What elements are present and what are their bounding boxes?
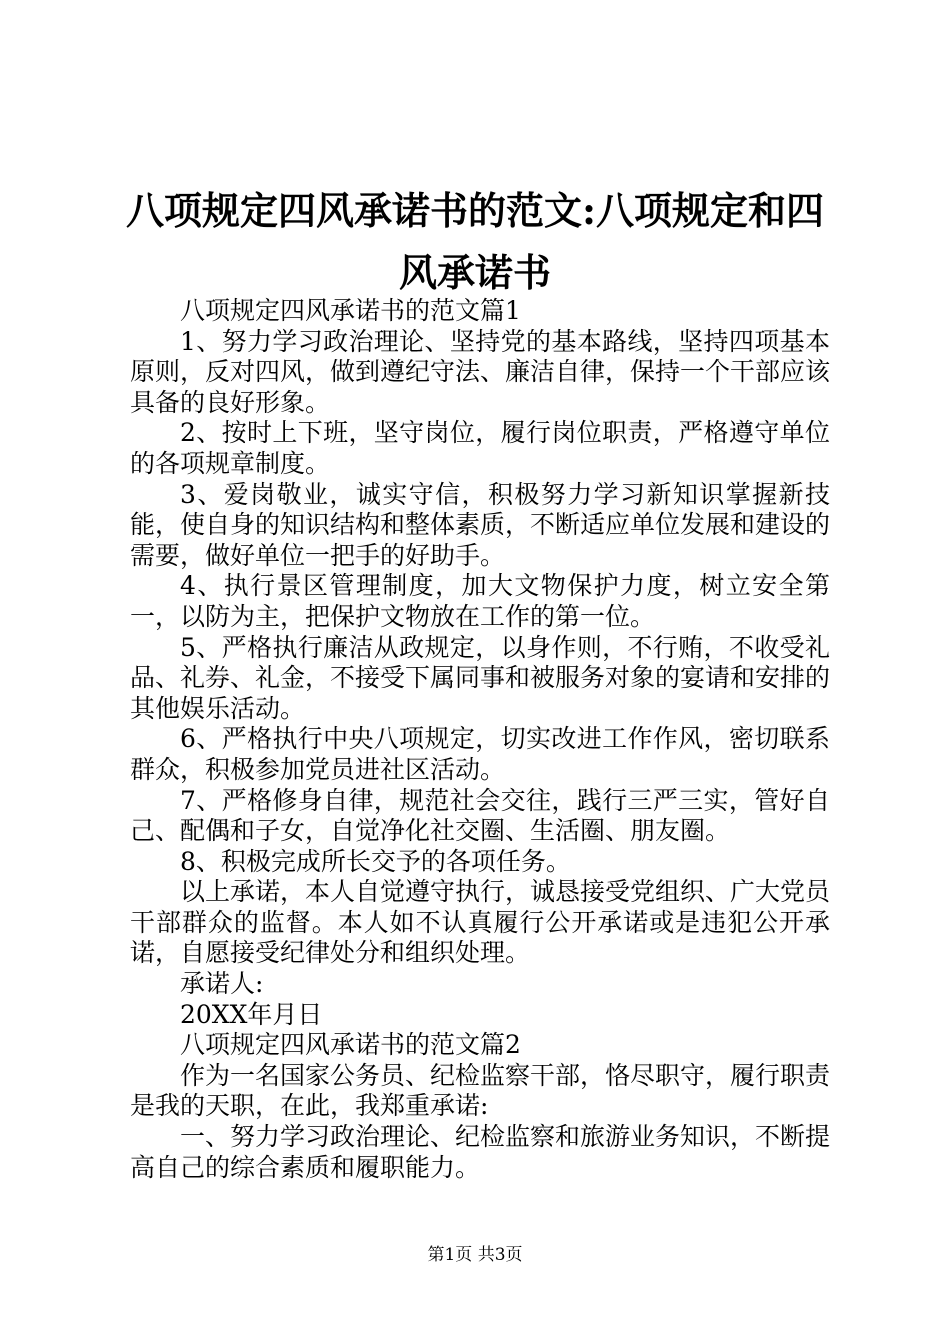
paragraph-heading-1: 八项规定四风承诺书的范文篇1 xyxy=(180,296,521,325)
paragraph-item-4: 4、执行景区管理制度，加大文物保护力度，树立安全第一，以防为主，把保护文物放在工作的第一位。 xyxy=(130,571,830,631)
paragraph-pledge-summary: 以上承诺，本人自觉遵守执行，诚恳接受党组织、广大党员干部群众的监督。本人如不认真履行公开承诺或是违犯公开承诺，自愿接受纪律处分和组织处理。 xyxy=(130,877,831,968)
paragraph-item-7: 7、严格修身自律，规范社会交往，践行三严三实，管好自己、配偶和子女，自觉净化社交圈、生活圈、朋友圈。 xyxy=(130,785,830,846)
paragraph-item-5: 5、严格执行廉洁从政规定，以身作则，不行贿，不收受礼品、礼券、礼金，不接受下属同事和被服务对象的宴请和安排的其他娱乐活动。 xyxy=(130,632,831,723)
paragraph-item-1: 1、努力学习政治理论、坚持党的基本路线，坚持四项基本原则，反对四风，做到遵纪守法、廉洁自律，保持一个干部应该具备的良好形象。 xyxy=(130,326,831,417)
paragraph-item-6: 6、严格执行中央八项规定，切实改进工作作风，密切联系群众，积极参加党员进社区活动。 xyxy=(130,724,830,784)
paragraph-date: 20XX年月日 xyxy=(180,999,323,1029)
paragraph-item-3: 3、爱岗敬业，诚实守信，积极努力学习新知识掌握新技能，使自身的知识结构和整体素质，不断适应单位发展和建设的需要，做好单位一把手的好助手。 xyxy=(130,479,831,570)
document-body xyxy=(130,296,830,1183)
paragraph-item-2-1: 一、努力学习政治理论、纪检监察和旅游业务知识，不断提高自己的综合素质和履职能力。 xyxy=(130,1122,831,1182)
paragraph-intro-2: 作为一名国家公务员、纪检监察干部，恪尽职守，履行职责是我的天职，在此，我郑重承诺: xyxy=(130,1060,831,1121)
document-title: 八项规定四风承诺书的范文:八项规定和四风承诺书 xyxy=(125,188,825,295)
paragraph-heading-2: 八项规定四风承诺书的范文篇2 xyxy=(180,1030,521,1060)
paragraph-item-8: 8、积极完成所长交予的各项任务。 xyxy=(180,846,571,876)
page-footer: 第1页 共3页 xyxy=(427,1245,523,1265)
paragraph-item-2: 2、按时上下班，坚守岗位，履行岗位职责，严格遵守单位的各项规章制度。 xyxy=(130,418,830,478)
paragraph-signer: 承诺人: xyxy=(180,969,264,999)
